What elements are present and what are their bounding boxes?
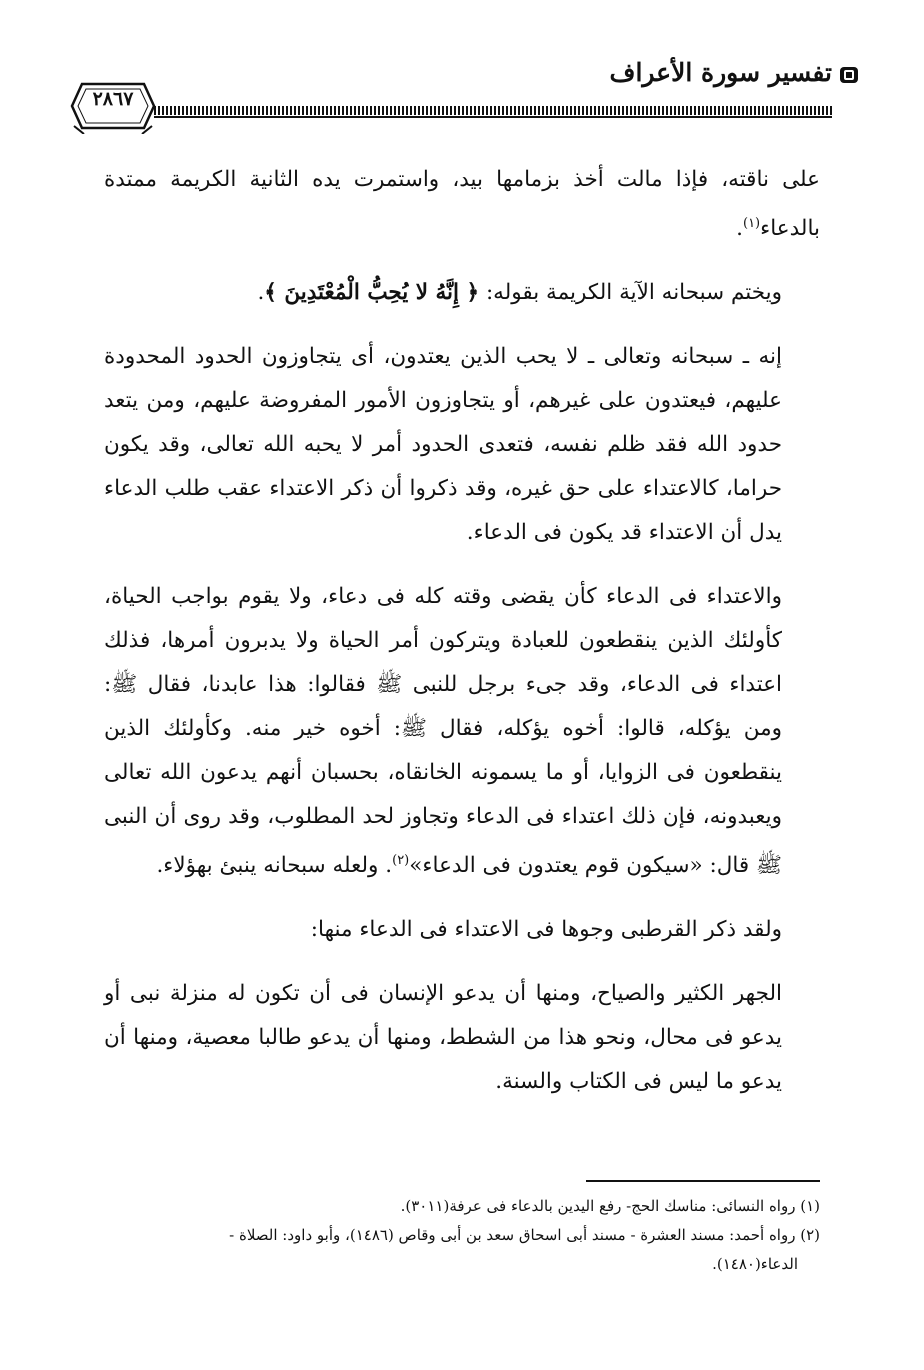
body-text — [104, 158, 820, 1104]
paragraph-1-end: . — [736, 216, 743, 242]
paragraph-6: الجهر الكثير والصياح، ومنها أن يدعو الإنسان فى أن تكون له منزلة نبى أو يدعو فى محال، ونحو هذا من الشطط، ومنها أن يدعو طالبا معصية، ومنها أن يدعو ما ليس فى الكتاب والسنة. — [104, 981, 782, 1095]
footnotes — [104, 1192, 820, 1279]
quran-verse: ﴿ إِنَّهُ لا يُحِبُّ الْمُعْتَدِينَ ﴾ — [264, 280, 480, 306]
footnote-2-continued: الدعاء(١٤٨٠). — [712, 1255, 798, 1273]
paragraph-4-text: والاعتداء فى الدعاء كأن يقضى وقته كله فى دعاء، ولا يقوم بواجب الحياة، كأولئك الذين ينقطعون للعبادة ويتركون أمر الحياة ولا يدبرون أمرها، فذلك اعتداء فى الدعاء، وقد جىء برجل للنبى ﷺ فقالوا: هذا عابدنا، فقال ﷺ: ومن يؤكله، قالوا: أخوه يؤكله، فقال ﷺ: أخوه خير منه. وكأولئك الذين ينقطعون فى الزوايا، أو ما يسمونه الخانقاه، بحسبان أنهم يدعون الله تعالى ويعبدونه، فإن ذلك اعتداء فى الدعاء وتجاوز لحد المطلوب، وقد روى أن النبى ﷺ قال: «سيكون قوم يعتدون فى الدعاء» — [104, 584, 782, 879]
footnote-2: (٢) رواه أحمد: مسند العشرة - مسند أبى اسحاق سعد بن أبى وقاص (١٤٨٦)، وأبو داود: الصلاة - — [229, 1226, 820, 1244]
paragraph-1 — [104, 158, 820, 251]
paragraph-4 — [104, 575, 820, 888]
header-rule-line — [154, 116, 832, 118]
paragraph-2 — [104, 271, 820, 315]
paragraph-2-end: . — [257, 280, 265, 306]
paragraph-1-text: على ناقته، فإذا مالت أخذ بزمامها بيد، واستمرت يده الثانية الكريمة ممتدة بالدعاء — [104, 167, 820, 242]
header-rule — [154, 106, 832, 115]
header-title: تفسير سورة الأعراف — [609, 58, 832, 87]
paragraph-2-intro: ويختم سبحانه الآية الكريمة بقوله: — [485, 280, 782, 306]
page-number: ٢٨٦٧ — [92, 88, 134, 110]
footnote-1: (١) رواه النسائى: مناسك الحج- رفع اليدين بالدعاء فى عرفة(٣٠١١). — [400, 1197, 820, 1215]
paragraph-3: إنه ـ سبحانه وتعالى ـ لا يحب الذين يعتدون، أى يتجاوزون الحدود المحدودة عليهم، فيعتدون على غيرهم، أو يتجاوزون الأمور المفروضة عليهم، ومن يتعد حدود الله فقد ظلم نفسه، فتعدى الحدود أمر لا يحبه الله تعالى، وقد يكون حراما، كالاعتداء على حق غيره، وقد ذكروا أن ذكر الاعتداء عقب طلب الدعاء يدل أن الاعتداء قد يكون فى الدعاء. — [104, 344, 782, 546]
footnote-separator — [586, 1180, 820, 1182]
paragraph-4-end: . ولعله سبحانه ينبئ بهؤلاء. — [156, 853, 393, 879]
footnote-ref-1: (١) — [742, 216, 761, 231]
running-header — [70, 58, 832, 118]
paragraph-5: ولقد ذكر القرطبى وجوها فى الاعتداء فى الدعاء منها: — [310, 917, 782, 943]
header-ornament-icon — [838, 64, 860, 86]
footnote-ref-2: (٢) — [392, 853, 410, 869]
